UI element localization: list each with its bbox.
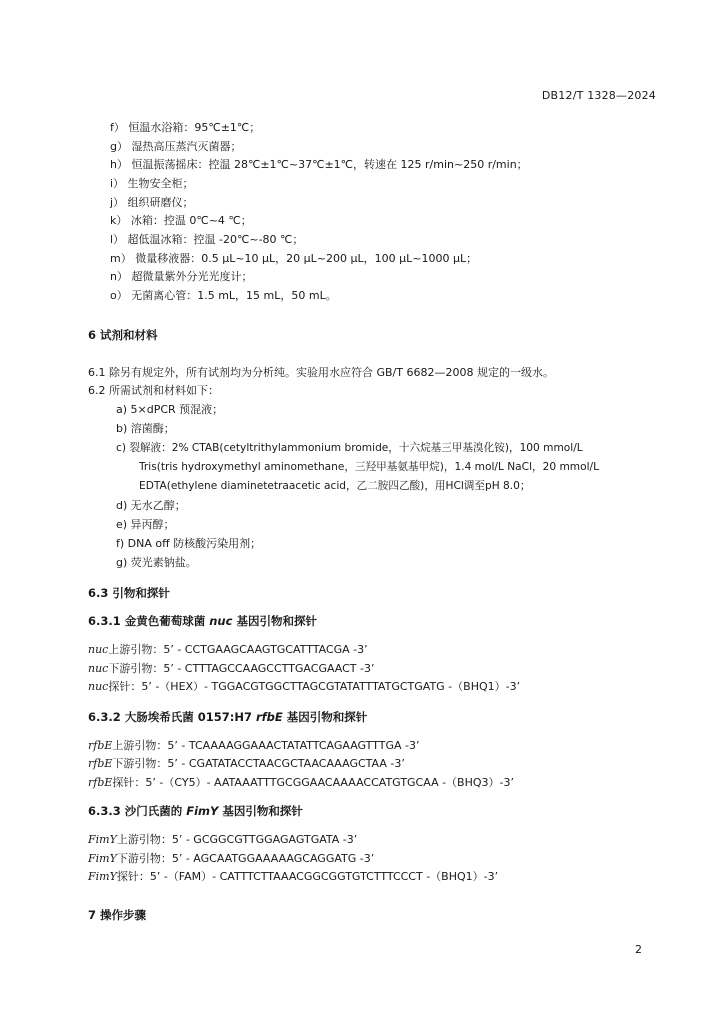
document-code-header: DB12/T 1328—2024 (541, 89, 656, 102)
gene-label: rfbE (88, 739, 113, 752)
fimy-forward-primer (88, 833, 357, 847)
gene-name: nuc (209, 614, 233, 628)
section-6-heading: 6 试剂和材料 (88, 328, 158, 342)
gene-label: nuc (88, 662, 109, 675)
list-item-o: o） 无菌离心管：1.5 mL，15 mL，50 mL。 (110, 289, 337, 302)
reagent-c-line3: EDTA(ethylene diaminetetraacetic acid，乙二胺四乙酸)，用HCl调至pH 8.0； (139, 480, 531, 492)
reagent-c-line1: c) 裂解液：2% CTAB(cetyltrithylammonium bromide，十六烷基三甲基溴化铵)，100 mmol/L (116, 442, 583, 454)
reagent-b: b) 溶菌酶； (116, 422, 175, 435)
heading-suffix: 基因引物和探针 (282, 710, 368, 724)
fimy-reverse-primer (88, 852, 374, 866)
heading-prefix: 6.3.3 沙门氏菌的 (88, 804, 187, 818)
gene-label: FimY (88, 852, 117, 865)
list-item-j: j） 组织研磨仪； (110, 196, 194, 209)
heading-suffix: 基因引物和探针 (232, 614, 317, 628)
list-item-l: l） 超低温冰箱：控温 -20℃~-80 ℃； (110, 233, 304, 246)
rfbe-probe (88, 776, 514, 790)
list-item-i: i） 生物安全柜； (110, 177, 194, 190)
clause-6-2: 6.2 所需试剂和材料如下： (88, 384, 219, 397)
section-6-3-2-heading (88, 710, 367, 724)
sequence-text: 探针：5’ -（HEX）- TGGACGTGGCTTAGCGTATATTTATGCTGATG -（BHQ1）-3’ (108, 680, 521, 693)
gene-label: rfbE (88, 757, 113, 770)
nuc-reverse-primer (88, 662, 375, 676)
list-item-m: m） 微量移液器：0.5 μL~10 μL，20 μL~200 μL，100 μL~1000 μL； (110, 252, 478, 265)
reagent-c-line2: Tris(tris hydroxymethyl aminomethane，三羟甲基氨基甲烷)，1.4 mol/L NaCl，20 mmol/L (139, 461, 599, 473)
section-6-3-3-heading (88, 804, 303, 818)
list-item-k: k） 冰箱：控温 0℃~4 ℃； (110, 214, 252, 227)
heading-prefix: 6.3.2 大肠埃希氏菌 0157:H7 (88, 710, 256, 724)
clause-6-1: 6.1 除另有规定外，所有试剂均为分析纯。实验用水应符合 GB/T 6682—2008 规定的一级水。 (88, 366, 554, 379)
heading-prefix: 6.3.1 金黄色葡萄球菌 (88, 614, 210, 628)
gene-label: rfbE (88, 776, 113, 789)
list-item-f: f） 恒温水浴箱：95℃±1℃； (110, 121, 261, 134)
section-7-heading: 7 操作步骤 (88, 908, 147, 922)
page-number: 2 (635, 943, 642, 956)
list-item-g: g） 湿热高压蒸汽灭菌器； (110, 140, 242, 153)
rfbe-reverse-primer (88, 757, 405, 771)
rfbe-forward-primer (88, 739, 419, 753)
gene-label: FimY (88, 833, 117, 846)
sequence-text: 上游引物：5’ - CCTGAAGCAAGTGCATTTACGA -3’ (108, 643, 368, 656)
gene-label: nuc (88, 643, 109, 656)
gene-name: rfbE (256, 710, 283, 724)
reagent-f: f) DNA off 防核酸污染用剂； (116, 537, 262, 550)
gene-name: FimY (186, 804, 219, 818)
reagent-d: d) 无水乙醇； (116, 499, 186, 512)
section-6-3-1-heading (88, 614, 317, 628)
gene-label: FimY (88, 870, 117, 883)
sequence-text: 下游引物：5’ - AGCAATGGAAAAAGCAGGATG -3’ (116, 852, 375, 865)
sequence-text: 上游引物：5’ - GCGGCGTTGGAGAGTGATA -3’ (116, 833, 358, 846)
sequence-text: 探针：5’ -（FAM）- CATTTCTTAAACGGCGGTGTCTTTCCCT -（BHQ1）-3’ (116, 870, 499, 883)
sequence-text: 下游引物：5’ - CTTTAGCCAAGCCTTGACGAACT -3’ (108, 662, 375, 675)
gene-label: nuc (88, 680, 109, 693)
fimy-probe (88, 870, 498, 884)
nuc-forward-primer (88, 643, 368, 657)
nuc-probe (88, 680, 520, 694)
sequence-text: 上游引物：5’ - TCAAAAGGAAACTATATTCAGAAGTTTGA -3’ (112, 739, 420, 752)
list-item-h: h） 恒温振荡摇床：控温 28℃±1℃~37℃±1℃，转速在 125 r/min~250 r/min； (110, 158, 528, 171)
reagent-a: a) 5×dPCR 预混液； (116, 403, 224, 416)
reagent-g: g) 荧光素钠盐。 (116, 556, 197, 569)
section-6-3-heading: 6.3 引物和探针 (88, 586, 170, 600)
reagent-e: e) 异丙醇； (116, 518, 175, 531)
heading-suffix: 基因引物和探针 (218, 804, 303, 818)
list-item-n: n） 超微量紫外分光光度计； (110, 270, 253, 283)
sequence-text: 下游引物：5’ - CGATATACCTAACGCTAACAAAGCTAA -3’ (112, 757, 405, 770)
sequence-text: 探针：5’ -（CY5）- AATAAATTTGCGGAACAAAACCATGTGCAA -（BHQ3）-3’ (112, 776, 514, 789)
